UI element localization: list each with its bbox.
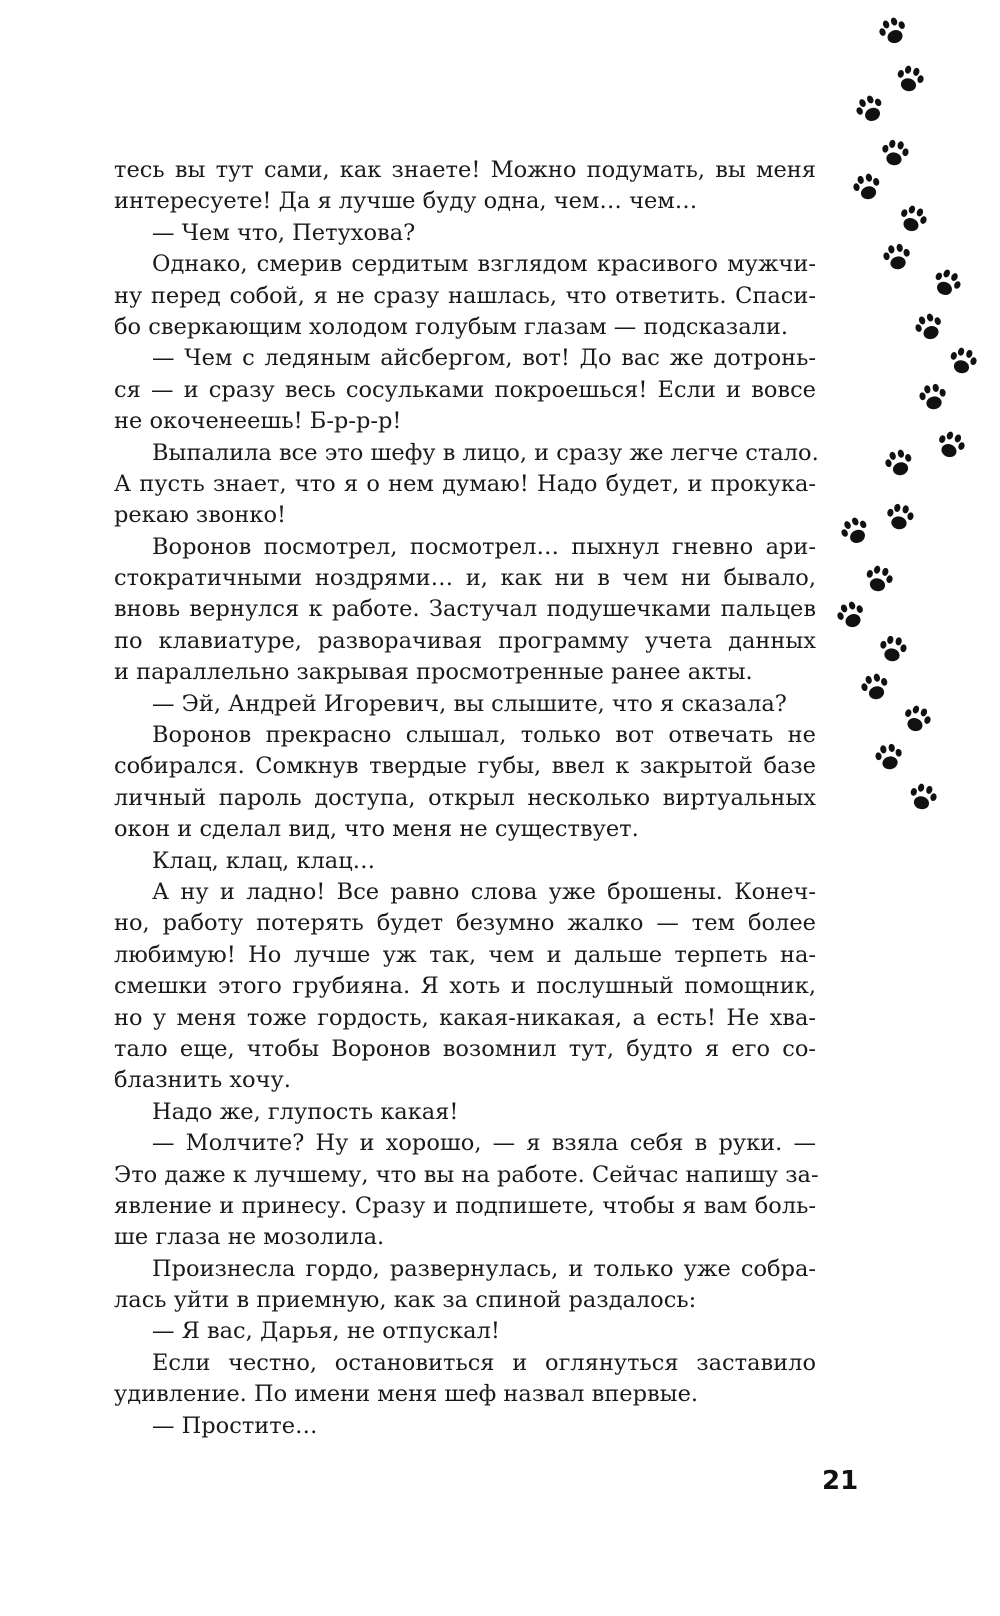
text-line: — Молчите? Ну и хорошо, — я взяла себя в руки. — [152,1130,816,1157]
page-number: 21 [822,1466,859,1496]
paw-print-icon [878,442,920,484]
paw-print-icon [877,237,916,276]
text-line: интересуете! Да я лучше буду одна, чем… чем… [114,188,698,215]
paw-print-icon [902,776,944,818]
text-line: окон и сделал вид, что меня не существует. [114,816,639,843]
text-line: — Эй, Андрей Игоревич, вы слышите, что я сказала? [152,690,787,717]
paw-print-icon [854,666,896,708]
paw-print-icon [873,629,912,668]
paw-print-icon [889,58,931,100]
text-line: стократичными ноздрями… и, как ни в чем ни бывало, [114,565,816,592]
text-line: А пусть знает, что я о нем думаю! Надо будет, и прокука- [114,470,816,497]
text-line: — Чем что, Петухова? [152,219,416,246]
paw-print-icon [929,423,973,467]
text-line: ся — и сразу весь сосульками покроешься! Если и вовсе [114,376,816,403]
text-line: Воронов посмотрел, посмотрел… пыхнул гневно ари- [152,533,816,560]
text-line: и параллельно закрывая просмотренные ранее акты. [114,659,753,686]
paw-print-icon [871,9,915,53]
text-line: Выпалила все это шефу в лицо, и сразу же легче стало. [152,439,819,466]
text-line: — Чем с ледяным айсбергом, вот! До вас же дотронь- [152,345,816,372]
text-line: Воронов прекрасно слышал, только вот отвечать не [152,722,816,749]
paw-print-icon [895,697,939,741]
text-line: по клавиатуре, разворачивая программу учета данных [114,627,816,654]
text-line: тесь вы тут сами, как знаете! Можно подумать, вы меня [114,157,816,183]
paw-print-icon [891,197,935,241]
text-line: вновь вернулся к работе. Застучал подушечками пальцев [114,596,816,623]
text-line: тало еще, чтобы Воронов возомнил тут, будто я его со- [114,1035,816,1062]
paw-print-icon [913,377,952,416]
text-line: Произнесла гордо, развернулась, и только уже собра- [152,1255,816,1282]
text-line: но у меня тоже гордость, какая-никакая, а есть! Не хва- [114,1004,816,1031]
text-line: — Простите… [152,1412,318,1439]
paw-print-icon [875,133,914,172]
text-line: — Я вас, Дарья, не отпускал! [152,1318,500,1345]
paw-print-icon [846,166,888,208]
text-line: удивление. По имени меня шеф назвал впервые. [114,1381,699,1408]
paw-print-icon [942,340,984,382]
body-text [114,155,819,1442]
paw-print-icon [858,558,900,600]
text-line: Клац, клац, клац… [152,847,376,874]
paw-print-icon [880,497,919,536]
paw-print-icon [847,86,892,131]
text-line: собирался. Сомкнув твердые губы, ввел к закрытой базе [114,753,816,780]
text-line: бо сверкающим холодом голубым глазам — подсказали. [114,313,789,340]
text-line: А ну и ладно! Все равно слова уже брошены. Конеч- [152,878,816,905]
paw-print-icon [832,508,877,553]
text-line: явление и принесу. Сразу и подпишете, чтобы я вам боль- [114,1192,816,1219]
text-line: Однако, смерив сердитым взглядом красивого мужчи- [152,251,816,278]
text-line: лась уйти в приемную, как за спиной раздалось: [114,1287,697,1314]
text-line: рекаю звонко! [114,502,287,529]
text-line: Это даже к лучшему, что вы на работе. Сейчас напишу за- [114,1161,819,1188]
text-line: не окоченеешь! Б-р-р-р! [114,408,402,435]
text-line: Надо же, глупость какая! [152,1098,459,1125]
paw-print-icon [869,737,908,776]
text-line: ну перед собой, я не сразу нашлась, что ответить. Спаси- [114,282,816,309]
text-line: любимую! Но лучше уж так, чем и дальше терпеть на- [114,941,816,968]
text-line: смешки этого грубияна. Я хоть и послушный помощник, [114,973,816,1000]
text-line: блазнить хочу. [114,1067,291,1094]
text-line: Если честно, остановиться и оглянуться заставило [152,1349,816,1376]
text-line: ше глаза не мозолила. [114,1224,385,1251]
paw-print-icon [924,260,969,305]
text-line: но, работу потерять будет безумно жалко — тем более [114,910,816,937]
text-line: личный пароль доступа, открыл несколько виртуальных [114,784,816,811]
paw-print-icon [829,593,873,637]
paw-print-icon [907,305,951,349]
